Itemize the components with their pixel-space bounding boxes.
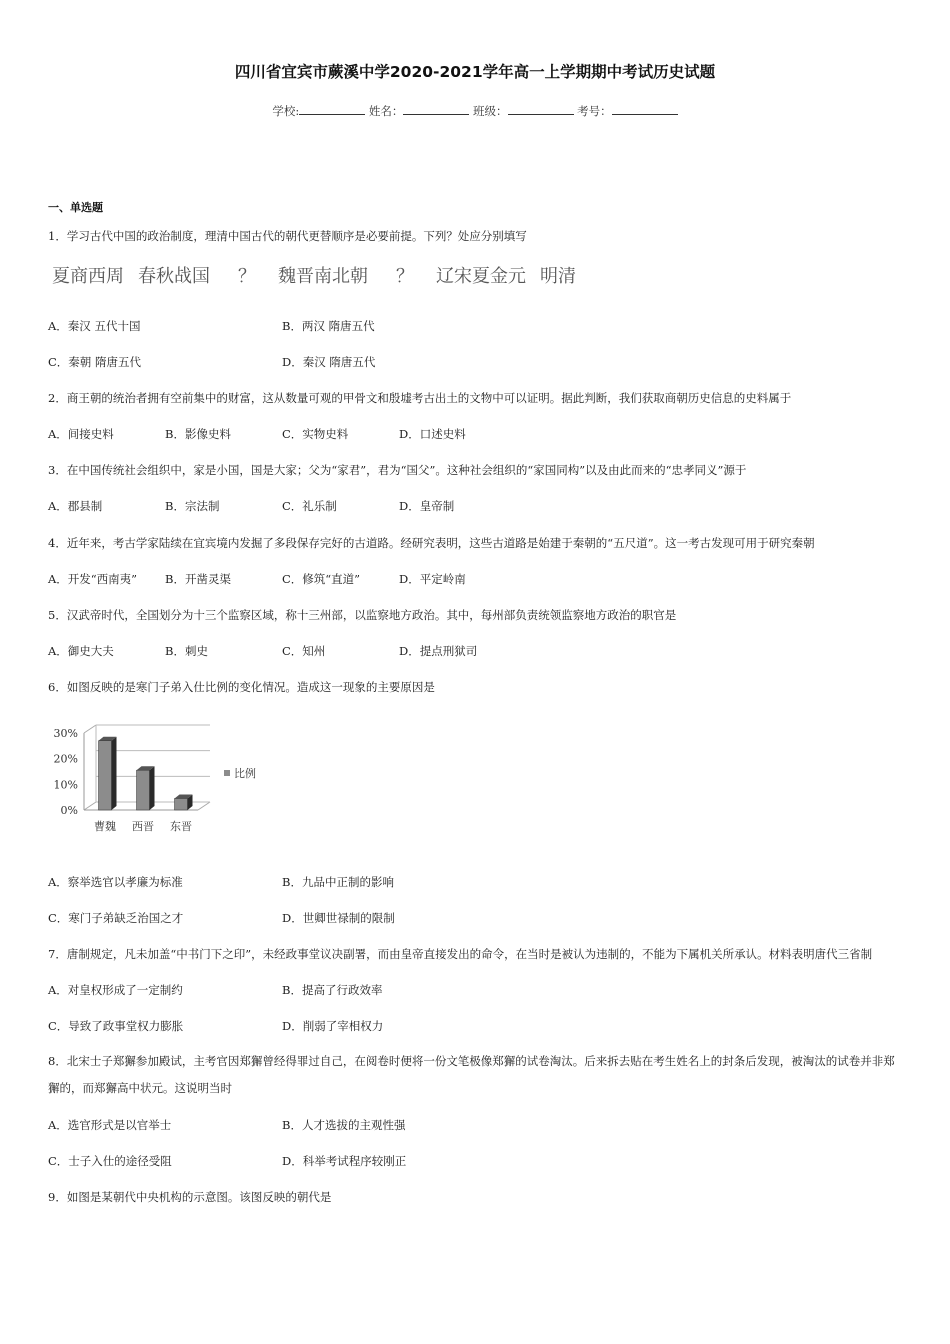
chart-grid-line [198, 802, 210, 810]
question-stem: 6．如图反映的是寒门子弟入仕比例的变化情况。造成这一现象的主要原因是 [48, 680, 435, 694]
chart-bars [99, 737, 193, 810]
answer-option[interactable]: C．实物史料 [282, 427, 349, 441]
answer-option[interactable]: A．郡县制 [48, 499, 103, 513]
answer-option[interactable]: B．宗法制 [165, 499, 220, 513]
answer-option[interactable]: D．削弱了宰相权力 [282, 1019, 384, 1033]
answer-option[interactable]: D．世卿世禄制的限制 [282, 911, 395, 925]
name-label: 姓名： [368, 104, 404, 118]
sequence-item: 魏晋南北朝 [278, 266, 368, 287]
answer-option[interactable]: B．刺史 [165, 644, 208, 658]
chart-grid-line [84, 725, 96, 733]
answer-option[interactable]: C．导致了政事堂权力膨胀 [48, 1019, 184, 1033]
answer-option[interactable]: C．秦朝 隋唐五代 [48, 355, 141, 369]
question-stem: 7．唐制规定，凡未加盖“中书门下之印”，未经政事堂议决副署，而由皇帝直接发出的命令，在当时是被认为违制的，不能为下属机关所承认。材料表明唐代三省制 [48, 947, 873, 961]
chart-grid-line [84, 802, 96, 810]
chart-x-ticks [94, 819, 192, 833]
answer-option[interactable]: C．礼乐制 [282, 499, 337, 513]
x-tick-label: 东晋 [170, 820, 192, 833]
answer-option[interactable]: D．秦汉 隋唐五代 [282, 355, 376, 369]
answer-option[interactable]: D．科举考试程序较刚正 [282, 1154, 407, 1168]
dynasty-sequence [52, 262, 590, 288]
bar [99, 737, 117, 810]
section-heading: 一、单选题 [48, 201, 103, 214]
sequence-blank: ？ [396, 266, 414, 287]
legend-label: 比例 [234, 767, 256, 780]
question-stem: 4．近年来，考古学家陆续在宜宾境内发掘了多段保存完好的古道路。经研究表明，这些古道路是始建于秦朝的“五尺道”。这一考古发现可用于研究秦朝 [48, 536, 815, 550]
answer-option[interactable]: C．寒门子弟缺乏治国之才 [48, 911, 184, 925]
answer-option[interactable]: B．人才选拔的主观性强 [282, 1118, 406, 1132]
school-label: 学校: [272, 104, 300, 118]
answer-option[interactable]: A．间接史料 [48, 427, 114, 441]
y-tick-label: 20% [53, 752, 78, 766]
sequence-item: 明清 [540, 266, 576, 287]
answer-option[interactable]: D．口述史料 [399, 427, 466, 441]
answer-option[interactable]: C．士子入仕的途径受阻 [48, 1154, 172, 1168]
answer-option[interactable]: D．提点刑狱司 [399, 644, 478, 658]
bar-chart [48, 715, 288, 840]
answer-option[interactable]: A．秦汉 五代十国 [48, 319, 141, 333]
y-tick-label: 30% [53, 727, 78, 740]
sequence-item: 夏商西周 [52, 266, 124, 287]
answer-option[interactable]: D．平定岭南 [399, 572, 466, 586]
student-info-line [0, 103, 950, 119]
question-stem: 9．如图是某朝代中央机构的示意图。该图反映的朝代是 [48, 1190, 332, 1204]
answer-option[interactable]: B．两汉 隋唐五代 [282, 319, 375, 333]
legend-swatch [224, 770, 230, 776]
bar [175, 794, 193, 810]
answer-option[interactable]: C．知州 [282, 644, 326, 658]
question-stem: 2．商王朝的统治者拥有空前集中的财富，这从数量可观的甲骨文和殷墟考古出土的文物中可以证明。据此判断，我们获取商朝历史信息的史料属于 [48, 391, 792, 405]
exam-no-label: 考号： [577, 104, 612, 118]
x-tick-label: 西晋 [132, 820, 154, 833]
question-stem: 3．在中国传统社会组织中，家是小国，国是大家；父为“家君”，君为“国父”。这种社会组织的“家国同构”以及由此而来的“忠孝同义”源于 [48, 463, 747, 477]
name-blank[interactable] [403, 103, 469, 115]
y-tick-label: 0% [60, 804, 78, 817]
answer-option[interactable]: D．皇帝制 [399, 499, 455, 513]
sequence-item: 春秋战国 [138, 266, 210, 287]
answer-option[interactable]: A．选官形式是以官举士 [48, 1118, 172, 1132]
sequence-blank: ？ [238, 266, 256, 287]
answer-option[interactable]: A．御史大夫 [48, 644, 114, 658]
bar [137, 766, 155, 810]
question-stem: 1．学习古代中国的政治制度，理清中国古代的朝代更替顺序是必要前提。下列？处应分别填写 [48, 229, 527, 243]
answer-option[interactable]: B．九品中正制的影响 [282, 875, 394, 889]
answer-option[interactable]: A．察举选官以孝廉为标准 [48, 875, 183, 889]
y-tick-label: 10% [53, 778, 78, 792]
school-blank[interactable] [299, 103, 365, 115]
class-label: 班级： [473, 104, 508, 118]
class-blank[interactable] [508, 103, 574, 115]
question-stem: 5．汉武帝时代，全国划分为十三个监察区域，称十三州部，以监察地方政治。其中，每州部负责统领监察地方政治的职官是 [48, 608, 677, 622]
x-tick-label: 曹魏 [94, 820, 116, 833]
answer-option[interactable]: B．影像史料 [165, 427, 231, 441]
answer-option[interactable]: A．对皇权形成了一定制约 [48, 983, 183, 997]
answer-option[interactable]: A．开发“西南夷” [48, 572, 138, 586]
question-stem: 8．北宋士子郑獬参加殿试，主考官因郑獬曾经得罪过自己，在阅卷时便将一份文笔极像郑獬的试卷淘汰。后来拆去贴在考生姓名上的封条后发现，被淘汰的试卷并非郑獬的，而郑獬高中状元。这说明当时 [48, 1054, 895, 1095]
answer-option[interactable]: B．提高了行政效率 [282, 983, 383, 997]
chart-y-ticks [54, 727, 78, 817]
answer-option[interactable]: B．开凿灵渠 [165, 572, 231, 586]
answer-option[interactable]: C．修筑“直道” [282, 572, 361, 586]
page-title: 四川省宜宾市蕨溪中学2020-2021学年高一上学期期中考试历史试题 [234, 63, 716, 81]
sequence-item: 辽宋夏金元 [436, 266, 526, 287]
exam-no-blank[interactable] [612, 103, 678, 115]
